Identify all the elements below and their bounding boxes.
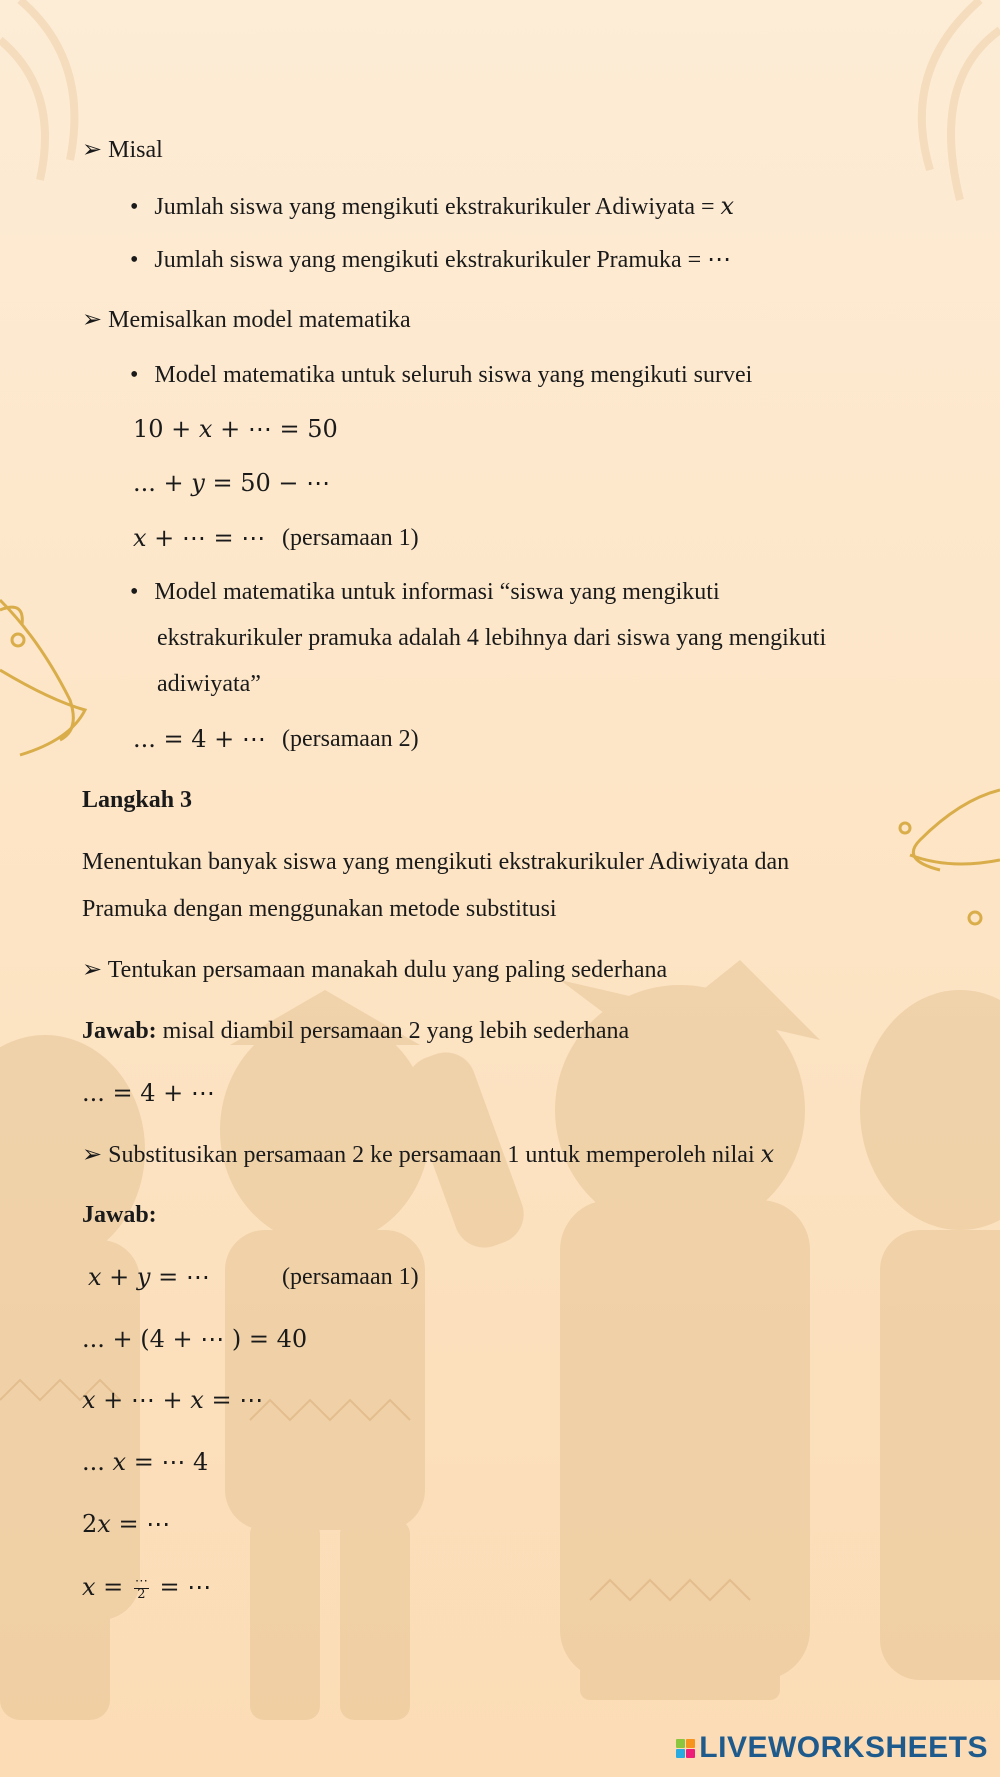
bullet-dot-icon: •: [130, 247, 139, 273]
equation-11: x = $\frac{\cdots}{2}$ = ⋯: [82, 1573, 212, 1602]
answer-2-label: Jawab:: [82, 1202, 157, 1228]
liveworksheets-logo[interactable]: [676, 1731, 988, 1765]
model-heading: ➢ Memisalkan model matematika: [82, 307, 411, 333]
model-item-informasi-line1: • Model matematika untuk informasi “siswa yang mengikuti: [130, 579, 720, 605]
misal-item-adiwiyata: • Jumlah siswa yang mengikuti ekstrakurikuler Adiwiyata = x: [130, 192, 735, 220]
bullet-dot-icon: •: [130, 194, 139, 220]
equation-9: ... x = ⋯ 4: [82, 1448, 209, 1476]
bullet-dot-icon: •: [130, 579, 139, 605]
step-3-point-simplest: ➢ Tentukan persamaan manakah dulu yang paling sederhana: [82, 957, 668, 983]
equation-5: ... = 4 + ⋯: [82, 1079, 215, 1107]
fraction: $\frac{\cdots}{2}$: [134, 1574, 148, 1602]
equation-4: ... = 4 + ⋯ (persamaan 2): [133, 725, 419, 753]
arrow-bullet-icon: ➢: [82, 137, 103, 163]
answer-1: Jawab: misal diambil persamaan 2 yang lebih sederhana: [82, 1018, 630, 1044]
model-item-informasi-line2: ekstrakurikuler pramuka adalah 4 lebihnya dari siswa yang mengikuti: [157, 625, 827, 651]
equation-tag: (persamaan 1): [282, 1264, 419, 1290]
equation-2: ... + y = 50 − ⋯: [133, 469, 331, 497]
arrow-bullet-icon: ➢: [82, 957, 103, 983]
arrow-bullet-icon: ➢: [82, 307, 103, 333]
bullet-dot-icon: •: [130, 362, 139, 388]
equation-7: ... + (4 + ⋯ ) = 40: [82, 1325, 308, 1353]
equation-10: 2x = ⋯: [82, 1510, 171, 1538]
equation-1: 10 + x + ⋯ = 50: [133, 415, 338, 443]
equation-tag: (persamaan 2): [282, 726, 419, 752]
arrow-bullet-icon: ➢: [82, 1142, 103, 1168]
liveworksheets-logo-icon: [676, 1739, 695, 1758]
misal-heading: ➢ Misal: [82, 137, 163, 163]
misal-item-pramuka: • Jumlah siswa yang mengikuti ekstrakurikuler Pramuka = ⋯: [130, 247, 732, 273]
step-3-title: Langkah 3: [82, 787, 193, 813]
model-item-survei: • Model matematika untuk seluruh siswa yang mengikuti survei: [130, 362, 753, 388]
brand-name: LIVEWORKSHEETS: [699, 1731, 988, 1764]
answer-label: Jawab:: [82, 1018, 157, 1044]
equation-3: x + ⋯ = ⋯ (persamaan 1): [133, 524, 419, 552]
equation-6: x + y = ⋯ (persamaan 1): [88, 1263, 419, 1291]
model-item-informasi-line3: adiwiyata”: [157, 671, 261, 697]
step-3-point-substitute: ➢ Substitusikan persamaan 2 ke persamaan 1 untuk memperoleh nilai x: [82, 1140, 775, 1168]
step-3-paragraph-line1: Menentukan banyak siswa yang mengikuti ekstrakurikuler Adiwiyata dan: [82, 849, 790, 875]
equation-tag: (persamaan 1): [282, 525, 419, 551]
equation-8: x + ⋯ + x = ⋯: [82, 1386, 264, 1414]
step-3-paragraph-line2: Pramuka dengan menggunakan metode substitusi: [82, 896, 557, 922]
